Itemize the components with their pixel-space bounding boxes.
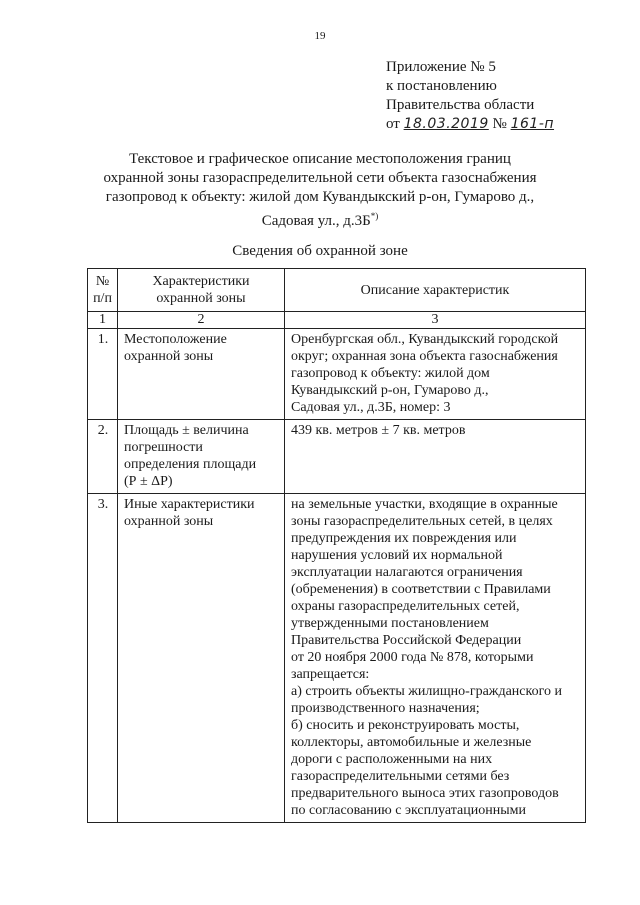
row-number: 3. — [88, 494, 118, 823]
cell-line: Оренбургская обл., Кувандыкский городской — [291, 332, 559, 347]
title-line-3: газопровод к объекту: жилой дом Кувандыкский р-он, Гумарово д., — [105, 189, 535, 205]
column-number: 2 — [118, 312, 285, 329]
cell-line: газораспределительными сетями без — [291, 769, 510, 784]
title-address: Садовая ул., д.3Б — [261, 213, 371, 229]
cell-line: зоны газораспределительных сетей, в целях — [291, 514, 553, 529]
appendix-line-2: к постановлению — [386, 78, 497, 94]
cell-line: округ; охранная зона объекта газоснабжения — [291, 349, 558, 364]
column-number-row — [88, 312, 586, 329]
cell-line: Местоположение — [124, 332, 227, 347]
header-number-line: п/п — [93, 291, 112, 306]
row-description — [285, 494, 586, 823]
cell-line: коллекторы, автомобильные и железные — [291, 735, 532, 750]
page-number: 19 — [314, 30, 326, 42]
appendix-line-3: Правительства области — [386, 97, 535, 113]
cell-line: определения площади — [124, 457, 257, 472]
footnote-mark: *) — [370, 211, 379, 221]
cell-line: предварительного выноса этих газопроводов — [291, 786, 559, 801]
title-line-1: Текстовое и графическое описание местоположения границ — [129, 151, 511, 167]
cell-line: предупреждения их повреждения или — [291, 531, 517, 546]
cell-line: Иные характеристики — [124, 497, 255, 512]
table-row — [88, 494, 586, 823]
cell-line: охранной зоны — [124, 349, 214, 364]
cell-line: 439 кв. метров ± 7 кв. метров — [291, 423, 466, 438]
handwritten-number: 161-п — [510, 116, 555, 132]
cell-line: б) сносить и реконструировать мосты, — [291, 718, 520, 733]
cell-line: от 20 ноября 2000 года № 878, которыми — [291, 650, 534, 665]
cell-line: нарушения условий их нормальной — [291, 548, 503, 563]
cell-line: Площадь ± величина — [124, 423, 249, 438]
cell-line: газопровод к объекту: жилой дом — [291, 366, 490, 381]
cell-line: производственного назначения; — [291, 701, 480, 716]
cell-line: запрещается: — [291, 667, 370, 682]
cell-line: а) строить объекты жилищно-гражданского и — [291, 684, 562, 699]
header-number-line: № — [95, 274, 110, 289]
row-description — [285, 420, 586, 494]
appendix-block — [386, 58, 554, 134]
row-description — [285, 329, 586, 420]
cell-line: Кувандыкский р-он, Гумарово д., — [291, 383, 489, 398]
cell-line: (обременения) в соответствии с Правилами — [291, 582, 551, 597]
cell-line: дороги с расположенными на них — [291, 752, 493, 767]
appendix-line-date — [386, 115, 554, 134]
table-row — [88, 329, 586, 420]
cell-line: эксплуатации налагаются ограничения — [291, 565, 523, 580]
column-number: 3 — [285, 312, 586, 329]
row-characteristic — [118, 329, 285, 420]
document-title — [80, 150, 560, 231]
header-number — [88, 269, 118, 312]
row-number: 1. — [88, 329, 118, 420]
header-characteristic-line: Характеристики — [152, 274, 250, 289]
title-line-4 — [80, 207, 560, 231]
table-row — [88, 420, 586, 494]
table-header-row — [88, 269, 586, 312]
cell-line: Садовая ул., д.3Б, номер: 3 — [291, 400, 451, 415]
cell-line: погрешности — [124, 440, 203, 455]
header-characteristic-line: охранной зоны — [156, 291, 246, 306]
handwritten-date: 18.03.2019 — [403, 116, 489, 132]
appendix-ot-label: от — [386, 116, 400, 132]
cell-line: на земельные участки, входящие в охранные — [291, 497, 558, 512]
header-characteristic — [118, 269, 285, 312]
appendix-number-label: № — [492, 116, 507, 132]
cell-line: утвержденными постановлением — [291, 616, 489, 631]
row-number: 2. — [88, 420, 118, 494]
cell-line: Правительства Российской Федерации — [291, 633, 522, 648]
cell-line: (Р ± ΔР) — [124, 474, 173, 489]
section-title: Сведения об охранной зоне — [232, 243, 408, 259]
protection-zone-table — [87, 268, 586, 823]
row-characteristic — [118, 494, 285, 823]
cell-line: охраны газораспределительных сетей, — [291, 599, 520, 614]
row-characteristic — [118, 420, 285, 494]
cell-line: по согласованию с эксплуатационными — [291, 803, 526, 818]
appendix-line-1: Приложение № 5 — [386, 59, 496, 75]
header-description: Описание характеристик — [285, 269, 586, 312]
title-line-2: охранной зоны газораспределительной сети объекта газоснабжения — [103, 170, 537, 186]
column-number: 1 — [88, 312, 118, 329]
cell-line: охранной зоны — [124, 514, 214, 529]
